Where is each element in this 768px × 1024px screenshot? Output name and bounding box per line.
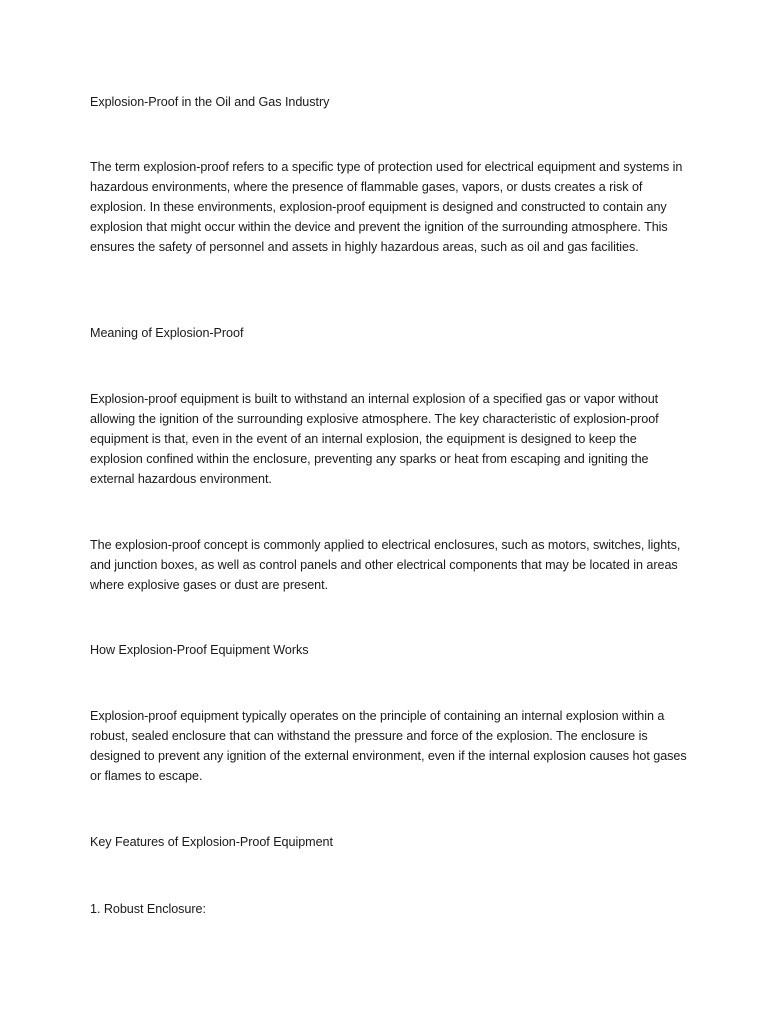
section-heading-key-features: Key Features of Explosion-Proof Equipment <box>90 835 333 849</box>
intro-paragraph: The term explosion-proof refers to a specific type of protection used for electrical equipment and systems in hazardous environments, where the presence of flammable gases, vapors, or dusts creates a risk of explosion. In these environments, explosion-proof equipment is designed and constructed to contain any explosion that might occur within the device and prevent the ignition of the surrounding atmosphere. This ensures the safety of personnel and assets in highly hazardous areas, such as oil and gas facilities. <box>90 160 683 254</box>
meaning-paragraph-1: Explosion-proof equipment is built to withstand an internal explosion of a specified gas or vapor without allowing the ignition of the surrounding explosive atmosphere. The key characteristic of explosion-proof equipment is that, even in the event of an internal explosion, the equipment is designed to keep the explosion confined within the enclosure, preventing any sparks or heat from escaping and igniting the external hazardous environment. <box>90 392 659 486</box>
section-heading-meaning: Meaning of Explosion-Proof <box>90 326 244 340</box>
list-item-robust-enclosure: 1. Robust Enclosure: <box>90 902 206 916</box>
section-heading-how-it-works: How Explosion-Proof Equipment Works <box>90 643 309 657</box>
meaning-paragraph-2: The explosion-proof concept is commonly applied to electrical enclosures, such as motors, switches, lights, and junction boxes, as well as control panels and other electrical components that may be located in areas where explosive gases or dust are present. <box>90 538 681 592</box>
document-title: Explosion-Proof in the Oil and Gas Industry <box>90 95 330 109</box>
how-it-works-paragraph: Explosion-proof equipment typically operates on the principle of containing an internal explosion within a robust, sealed enclosure that can withstand the pressure and force of the explosion. The enclosure is designed to prevent any ignition of the external environment, even if the internal explosion causes hot gases or flames to escape. <box>90 709 687 783</box>
